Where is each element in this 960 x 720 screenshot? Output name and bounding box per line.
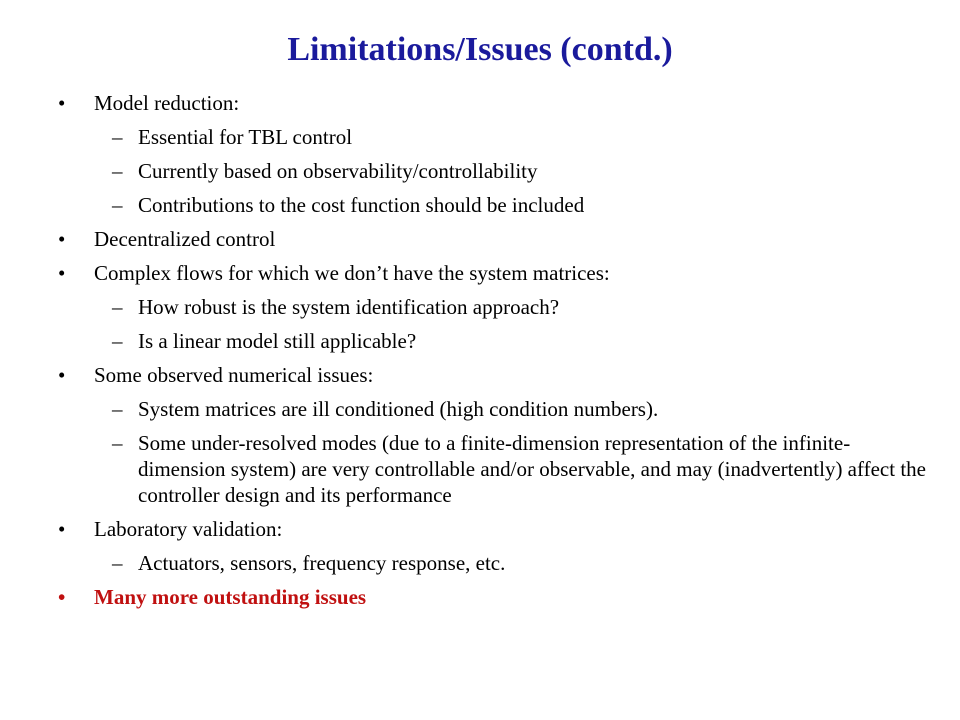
sub-bullet-text: Is a linear model still applicable?: [138, 329, 417, 353]
dash-marker: –: [112, 329, 123, 353]
bullet-item: [56, 362, 936, 388]
dash-marker: –: [112, 193, 123, 217]
sub-bullet-item: [56, 124, 936, 150]
sub-bullet-text: Actuators, sensors, frequency response, etc.: [138, 551, 506, 575]
sub-bullet-text: Currently based on observability/controllability: [138, 159, 538, 183]
bullet-marker: •: [58, 585, 66, 609]
bullet-marker: •: [58, 261, 66, 285]
highlight-bullet-text: Many more outstanding issues: [94, 585, 367, 609]
sub-bullet-item: [56, 396, 936, 422]
bullet-item: [56, 226, 936, 252]
dash-marker: –: [112, 295, 123, 319]
dash-marker: –: [112, 159, 123, 183]
sub-bullet-item: [56, 550, 936, 576]
bullet-item: [56, 516, 936, 542]
bullet-text: Some observed numerical issues:: [94, 363, 374, 387]
bullet-text: Decentralized control: [94, 227, 276, 251]
bullet-marker: •: [58, 517, 66, 541]
sub-bullet-text: System matrices are ill conditioned (high condition numbers).: [138, 397, 659, 421]
bullet-text: Model reduction:: [94, 91, 240, 115]
highlight-bullet-item: [56, 584, 936, 610]
dash-marker: –: [112, 125, 123, 149]
sub-bullet-text: Contributions to the cost function should be included: [138, 193, 585, 217]
bullet-text: Laboratory validation:: [94, 517, 283, 541]
sub-bullet-item: [56, 158, 936, 184]
dash-marker: –: [112, 551, 123, 575]
dash-marker: –: [112, 431, 123, 455]
sub-bullet-item: [56, 328, 936, 354]
bullet-item: [56, 90, 936, 116]
sub-bullet-text: Essential for TBL control: [138, 125, 353, 149]
bullet-marker: •: [58, 91, 66, 115]
sub-bullet-item: [56, 430, 936, 508]
bullet-list: [56, 90, 936, 618]
bullet-item: [56, 260, 936, 286]
bullet-text: Complex flows for which we don’t have the system matrices:: [94, 261, 610, 285]
sub-bullet-item: [56, 192, 936, 218]
dash-marker: –: [112, 397, 123, 421]
sub-bullet-item: [56, 294, 936, 320]
bullet-marker: •: [58, 227, 66, 251]
sub-bullet-text: How robust is the system identification approach?: [138, 295, 560, 319]
slide-title: Limitations/Issues (contd.): [287, 31, 673, 68]
sub-bullet-text: Some under-resolved modes (due to a finite-dimension representation of the infinite-dimension system) are very controllable and/or observable, and may (inadvertently) affect the controller design and its performance: [138, 431, 926, 507]
bullet-marker: •: [58, 363, 66, 387]
